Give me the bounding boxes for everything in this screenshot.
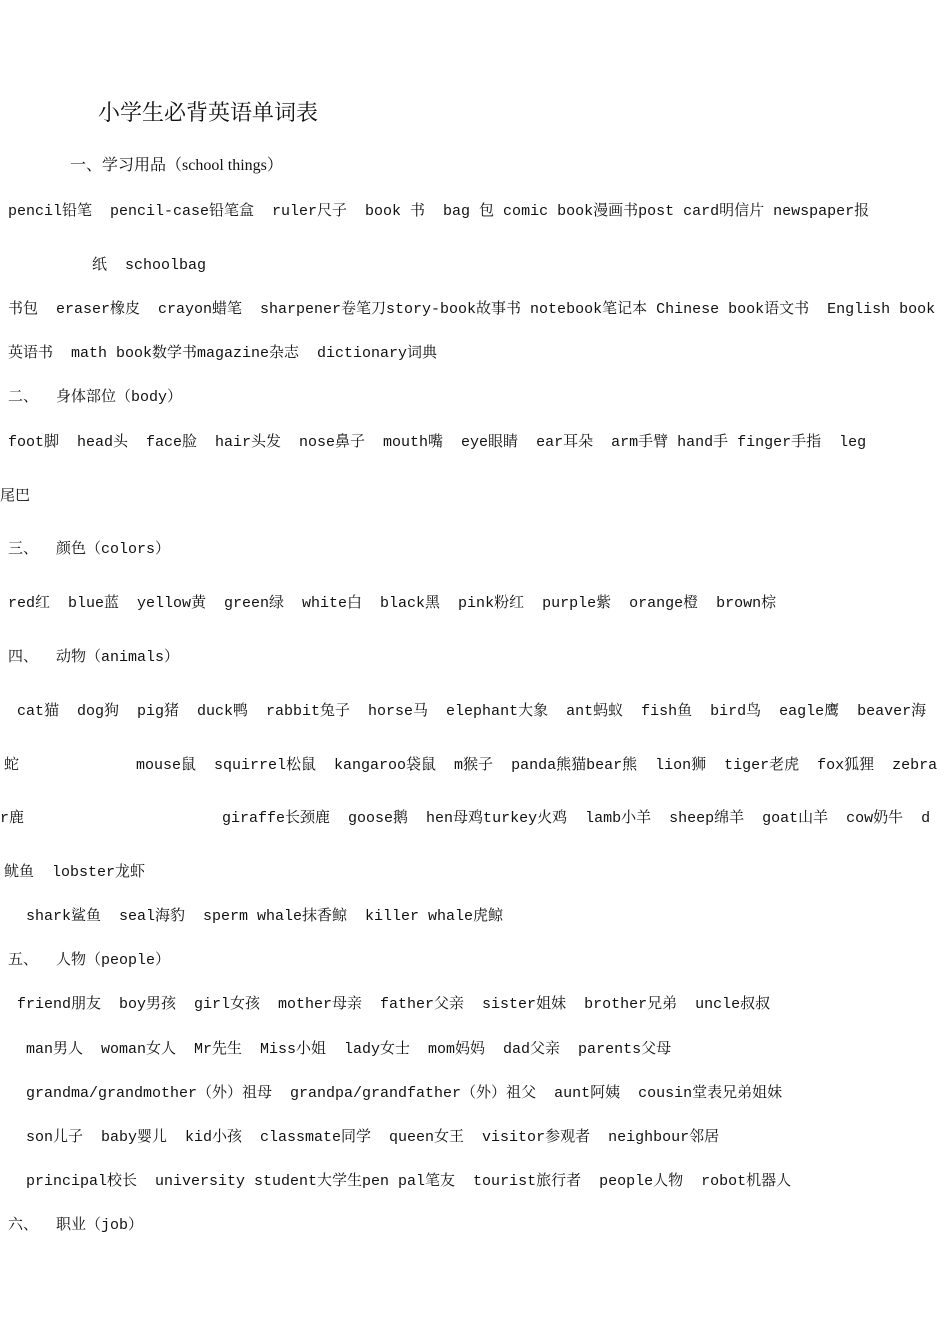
word-line: friend朋友 boy男孩 girl女孩 mother母亲 father父亲 sister姐妹 brother兄弟 uncle叔叔: [8, 996, 771, 1013]
word-line: foot脚 head头 face脸 hair头发 nose鼻子 mouth嘴 eye眼睛 ear耳朵 arm手臂 hand手 finger手指 leg: [8, 434, 867, 451]
word-line: 尾巴: [0, 488, 31, 505]
section-heading-colors: 三、 颜色（colors）: [8, 541, 171, 558]
section-heading-job: 六、 职业（job）: [8, 1217, 144, 1234]
section-heading-people: 五、 人物（people）: [8, 952, 171, 969]
word-line: red红 blue蓝 yellow黄 green绿 white白 black黑 pink粉红 purple紫 orange橙 brown棕: [8, 595, 777, 612]
word-line: grandma/grandmother（外）祖母 grandpa/grandfather（外）祖父 aunt阿姨 cousin堂表兄弟姐妹: [8, 1085, 783, 1102]
word-line: 纸 schoolbag: [92, 257, 207, 274]
word-line: son儿子 baby婴儿 kid小孩 classmate同学 queen女王 visitor参观者 neighbour邻居: [8, 1129, 720, 1146]
section-heading-body: 二、 身体部位（body）: [8, 389, 183, 406]
word-line: shark鲨鱼 seal海豹 sperm whale抹香鲸 killer whale虎鲸: [8, 908, 504, 925]
section-heading-school-things: 一、学习用品（school things）: [70, 157, 283, 174]
word-line: principal校长 university student大学生pen pal笔友 tourist旅行者 people人物 robot机器人: [8, 1173, 792, 1190]
word-line: man男人 woman女人 Mr先生 Miss小姐 lady女士 mom妈妈 dad父亲 parents父母: [8, 1041, 672, 1058]
word-line: 英语书 math book数学书magazine杂志 dictionary词典: [8, 345, 438, 362]
word-line: r鹿 giraffe长颈鹿 goose鹅 hen母鸡turkey火鸡 lamb小羊 sheep绵羊 goat山羊 cow奶牛 d: [0, 810, 931, 827]
document-title: 小学生必背英语单词表: [98, 101, 319, 126]
word-line: 蛇 mouse鼠 squirrel松鼠 kangaroo袋鼠 m猴子 panda熊猫bear熊 lion狮 tiger老虎 fox狐狸 zebra: [4, 757, 938, 774]
word-line: 书包 eraser橡皮 crayon蜡笔 sharpener卷笔刀story-book故事书 notebook笔记本 Chinese book语文书 English book: [8, 301, 936, 318]
section-heading-animals: 四、 动物（animals）: [8, 649, 180, 666]
word-line: cat猫 dog狗 pig猪 duck鸭 rabbit兔子 horse马 elephant大象 ant蚂蚁 fish鱼 bird鸟 eagle鹰 beaver海: [8, 703, 927, 720]
word-line: 鱿鱼 lobster龙虾: [4, 864, 146, 881]
word-line: pencil铅笔 pencil-case铅笔盒 ruler尺子 book 书 bag 包 comic book漫画书post card明信片 newspaper报: [8, 203, 870, 220]
